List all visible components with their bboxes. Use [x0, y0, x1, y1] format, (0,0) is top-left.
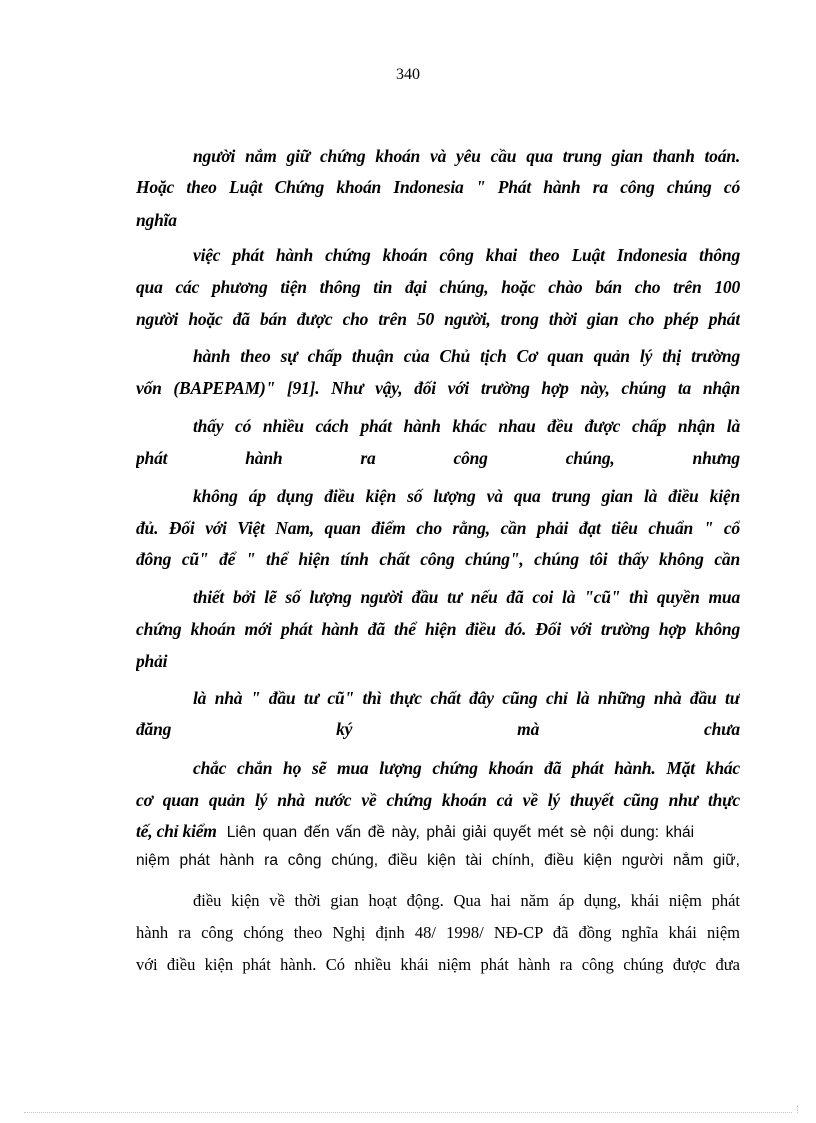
text-line: hành ra công chóng theo Nghị định 48/ 1998/ NĐ-CP đã đồng nghĩa khái niệm: [136, 923, 740, 942]
text-line: người nắm giữ chứng khoán và yêu cầu qua trung gian thanh toán.: [193, 146, 740, 166]
page-edge-rule: [24, 1112, 792, 1113]
text-fragment-italic: tế, chỉ kiểm: [136, 821, 217, 841]
page-corner-mark: [797, 1105, 806, 1113]
text-line: thiết bởi lẽ số lượng người đầu tư nếu đã coi là "cũ" thì quyền mua: [193, 587, 740, 607]
text-line: niệm phát hành ra công chúng, điều kiện tài chính, điều kiện người nắm giữ,: [136, 852, 740, 869]
text-line: phải: [136, 651, 168, 671]
text-line: chứng khoán mới phát hành đã thể hiện điều đó. Đối với trường hợp không: [136, 619, 740, 639]
text-line: là nhà " đầu tư cũ" thì thực chất đây cũng chỉ là những nhà đầu tư: [193, 688, 740, 708]
text-line: việc phát hành chứng khoán công khai theo Luật Indonesia thông: [193, 245, 740, 265]
text-line: với điều kiện phát hành. Có nhiều khái niệm phát hành ra công chúng được đưa: [136, 955, 740, 974]
text-line: Hoặc theo Luật Chứng khoán Indonesia " Phát hành ra công chúng có: [136, 177, 740, 197]
text-line: cơ quan quản lý nhà nước về chứng khoán cả về lý thuyết cũng như thực: [136, 790, 740, 810]
page-number: 340: [396, 66, 420, 83]
text-line: vốn (BAPEPAM)" [91]. Như vậy, đối với trường hợp này, chúng ta nhận: [136, 378, 740, 398]
mixed-text-line: [136, 821, 740, 842]
text-line: nghĩa: [136, 210, 177, 230]
text-line: người hoặc đã bán được cho trên 50 người, trong thời gian cho phép phát: [136, 309, 740, 329]
text-line: chắc chắn họ sẽ mua lượng chứng khoán đã phát hành. Mặt khác: [193, 758, 740, 778]
text-line: đủ. Đối với Việt Nam, quan điểm cho rằng, cần phải đạt tiêu chuẩn " cổ: [136, 518, 740, 538]
text-line: điều kiện về thời gian hoạt động. Qua hai năm áp dụng, khái niệm phát: [193, 891, 740, 910]
text-line: qua các phương tiện thông tin đại chúng, hoặc chào bán cho trên 100: [136, 277, 740, 297]
text-line: thấy có nhiều cách phát hành khác nhau đều được chấp nhận là: [193, 416, 740, 436]
text-line: hành theo sự chấp thuận của Chủ tịch Cơ quan quản lý thị trường: [193, 346, 740, 366]
text-line: không áp dụng điều kiện số lượng và qua trung gian là điều kiện: [193, 486, 740, 506]
text-line: đăng ký mà chưa: [136, 719, 740, 739]
text-line: đông cũ" để " thể hiện tính chất công chúng", chúng tôi thấy không cần: [136, 549, 740, 569]
text-line: phát hành ra công chúng, nhưng: [136, 448, 740, 468]
text-fragment-regular: Liên quan đến vấn đề này, phải giải quyết mét sè nội dung: khái: [226, 824, 695, 841]
